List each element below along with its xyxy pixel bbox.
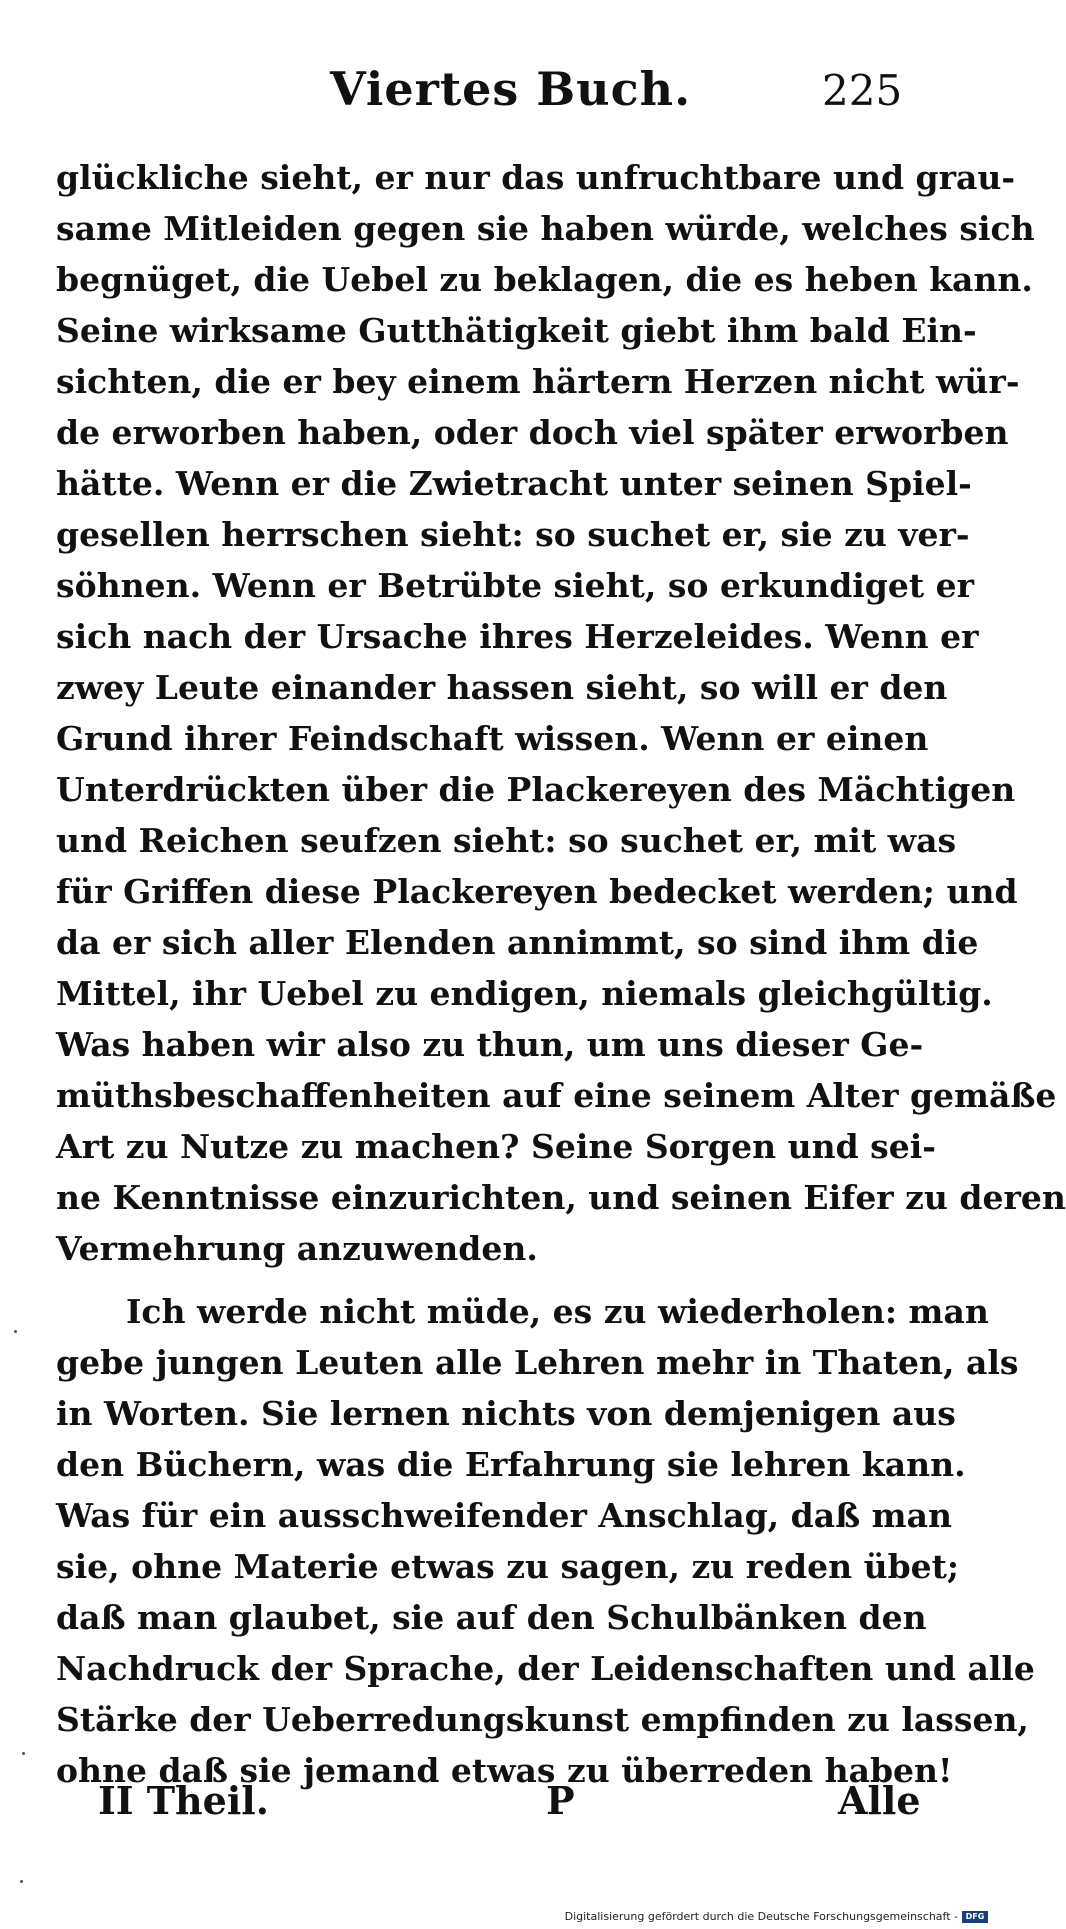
page-title: Viertes Buch.: [330, 62, 692, 116]
text-line: glückliche sieht, er nur das unfruchtbare und grau-: [56, 158, 1016, 197]
text-line: Vermehrung anzuwenden.: [56, 1229, 538, 1268]
text-line: sichten, die er bey einem härtern Herzen nicht wür-: [56, 362, 1020, 401]
text-line: Nachdruck der Sprache, der Leidenschaften und alle: [56, 1649, 1035, 1688]
scan-speck: [14, 1330, 17, 1333]
text-line: daß man glaubet, sie auf den Schulbänken den: [56, 1598, 927, 1637]
digitization-credit: [565, 1910, 988, 1923]
text-line: Art zu Nutze zu machen? Seine Sorgen und sei-: [56, 1127, 936, 1166]
text-line: begnüget, die Uebel zu beklagen, die es heben kann.: [56, 260, 1033, 299]
body-text: [56, 152, 1066, 1796]
text-line: hätte. Wenn er die Zwietracht unter seinen Spiel-: [56, 464, 972, 503]
text-line: same Mitleiden gegen sie haben würde, welches sich: [56, 209, 1035, 248]
text-line: ohne daß sie jemand etwas zu überreden haben!: [56, 1751, 953, 1790]
text-line: Stärke der Ueberredungskunst empfinden zu lassen,: [56, 1700, 1029, 1739]
text-line: Grund ihrer Feindschaft wissen. Wenn er einen: [56, 719, 929, 758]
text-line: den Büchern, was die Erfahrung sie lehren kann.: [56, 1445, 966, 1484]
text-line: müthsbeschaffenheiten auf eine seinem Alter gemäße: [56, 1076, 1057, 1115]
text-line: Mittel, ihr Uebel zu endigen, niemals gleichgültig.: [56, 974, 993, 1013]
text-line: Was haben wir also zu thun, um uns dieser Ge-: [56, 1025, 924, 1064]
text-line: Ich werde nicht müde, es zu wiederholen: man: [126, 1292, 989, 1331]
text-line: söhnen. Wenn er Betrübte sieht, so erkundiget er: [56, 566, 974, 605]
text-line: de erworben haben, oder doch viel später erworben: [56, 413, 1009, 452]
text-line: in Worten. Sie lernen nichts von demjenigen aus: [56, 1394, 956, 1433]
text-line: und Reichen seufzen sieht: so suchet er, mit was: [56, 821, 957, 860]
text-line: zwey Leute einander hassen sieht, so will er den: [56, 668, 948, 707]
page-footer: [0, 1778, 1000, 1838]
scan-speck: [22, 1752, 25, 1755]
text-line: Unterdrückten über die Plackereyen des Mächtigen: [56, 770, 1016, 809]
text-line: ne Kenntnisse einzurichten, und seinen Eifer zu deren: [56, 1178, 1066, 1217]
text-line: da er sich aller Elenden annimmt, so sind ihm die: [56, 923, 979, 962]
signature-mark: P: [546, 1778, 575, 1823]
catchword: Alle: [838, 1778, 921, 1823]
signature-label: II Theil.: [98, 1778, 269, 1823]
text-line: gesellen herrschen sieht: so suchet er, sie zu ver-: [56, 515, 970, 554]
text-line: für Griffen diese Plackereyen bedecket werden; und: [56, 872, 1018, 911]
text-line: Was für ein ausschweifender Anschlag, daß man: [56, 1496, 952, 1535]
dfg-logo-icon: DFG: [962, 1911, 988, 1923]
text-line: sich nach der Ursache ihres Herzeleides. Wenn er: [56, 617, 979, 656]
page-number: 225: [822, 66, 903, 115]
paragraph-gap: [56, 1274, 894, 1286]
text-line: sie, ohne Materie etwas zu sagen, zu reden übet;: [56, 1547, 960, 1586]
credit-text: Digitalisierung gefördert durch die Deutsche Forschungsgemeinschaft -: [564, 1910, 958, 1923]
text-line: gebe jungen Leuten alle Lehren mehr in Thaten, als: [56, 1343, 1019, 1382]
text-line: Seine wirksame Gutthätigkeit giebt ihm bald Ein-: [56, 311, 977, 350]
running-head: [0, 62, 1000, 122]
scan-speck: [20, 1880, 23, 1883]
